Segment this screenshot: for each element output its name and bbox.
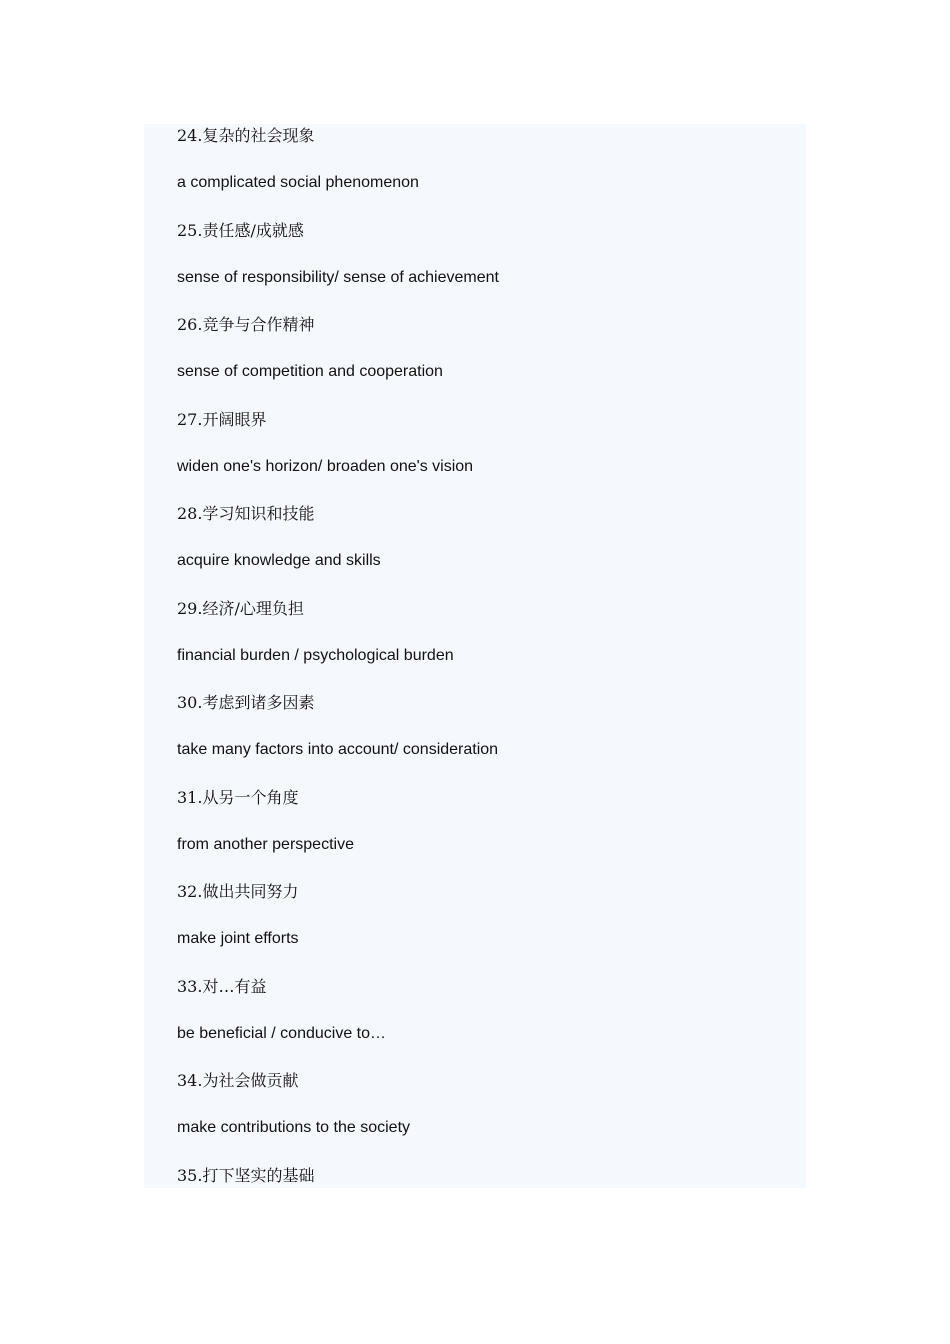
phrase-chinese-34: 34.为社会做贡献	[177, 1071, 299, 1090]
phrase-english-29: financial burden / psychological burden	[177, 646, 454, 664]
phrase-english-28: acquire knowledge and skills	[177, 552, 381, 570]
phrase-english-33: be beneficial / conducive to…	[177, 1024, 387, 1042]
phrase-chinese-31: 31.从另一个角度	[177, 787, 299, 807]
phrase-english-34: make contributions to the society	[177, 1119, 411, 1137]
phrase-chinese-24: 24.复杂的社会现象	[177, 126, 315, 145]
phrase-english-31: from another perspective	[177, 835, 354, 853]
phrase-chinese-25: 25.责任感/成就感	[177, 220, 304, 240]
phrase-chinese-32: 32.做出共同努力	[177, 882, 299, 901]
phrase-chinese-30: 30.考虑到诸多因素	[177, 693, 315, 712]
phrase-chinese-26: 26.竞争与合作精神	[177, 315, 315, 334]
phrase-english-25: sense of responsibility/ sense of achievement	[177, 268, 499, 286]
phrase-english-30: take many factors into account/ consideration	[177, 741, 499, 759]
phrase-chinese-33: 33.对…有益	[177, 976, 267, 996]
phrase-list	[177, 124, 797, 1211]
phrase-chinese-29: 29.经济/心理负担	[177, 598, 304, 618]
phrase-english-32: make joint efforts	[177, 930, 299, 948]
phrase-english-24: a complicated social phenomenon	[177, 174, 419, 192]
phrase-chinese-28: 28.学习知识和技能	[177, 504, 315, 523]
phrase-english-27: widen one's horizon/ broaden one's vision	[177, 457, 474, 475]
phrase-english-26: sense of competition and cooperation	[177, 363, 443, 381]
phrase-chinese-27: 27.开阔眼界	[177, 409, 267, 429]
phrase-chinese-35: 35.打下坚实的基础	[177, 1165, 315, 1185]
